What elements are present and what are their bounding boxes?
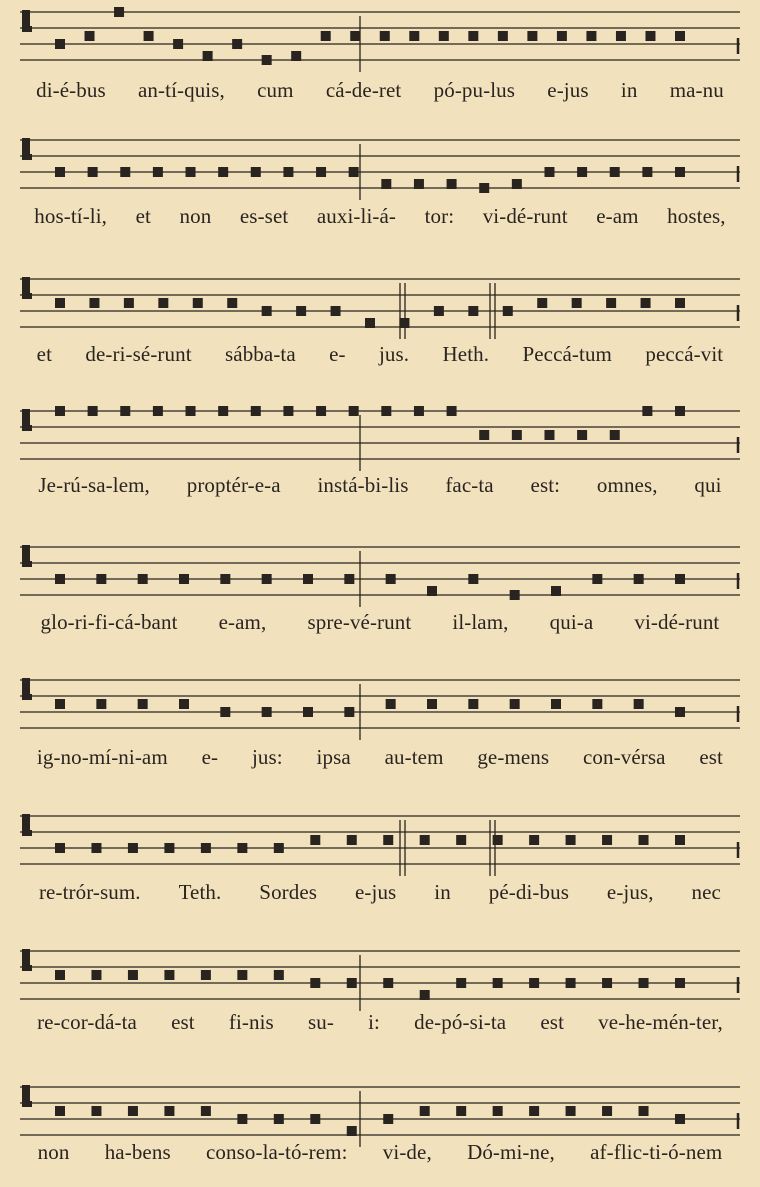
lyric-word: in	[434, 880, 451, 904]
lyric-word: auxi-li-á-	[316, 204, 396, 228]
lyric-word: vi-dé-runt	[634, 610, 720, 634]
neume-note	[55, 574, 65, 584]
lyric-word: an-tí-quis,	[138, 78, 225, 102]
neume-note	[349, 167, 359, 177]
neume-note	[493, 1106, 503, 1116]
clef-icon	[22, 830, 32, 836]
neume-note	[55, 843, 65, 853]
neume-note	[310, 978, 320, 988]
neume-note	[577, 430, 587, 440]
neume-note	[321, 31, 331, 41]
neume-note	[675, 835, 685, 845]
neume-note	[349, 406, 359, 416]
clef-icon	[22, 26, 32, 32]
lyric-line	[0, 610, 760, 635]
neume-note	[675, 978, 685, 988]
clef-icon	[22, 154, 32, 160]
neume-note	[164, 843, 174, 853]
neume-note	[153, 167, 163, 177]
lyric-word: fac-ta	[445, 473, 494, 497]
neume-note	[381, 179, 391, 189]
lyric-word: tor:	[424, 204, 455, 228]
neume-note	[381, 406, 391, 416]
lyric-word: es-set	[239, 204, 289, 228]
neume-note	[642, 406, 652, 416]
lyric-word: e-am,	[218, 610, 267, 634]
neume-note	[201, 1106, 211, 1116]
neume-note	[529, 835, 539, 845]
neume-note	[237, 970, 247, 980]
neume-note	[316, 406, 326, 416]
neume-note	[610, 167, 620, 177]
lyric-word: pé-di-bus	[488, 880, 569, 904]
neume-note	[283, 406, 293, 416]
neume-note	[414, 406, 424, 416]
neume-note	[347, 835, 357, 845]
lyric-word: e-	[329, 342, 346, 366]
neume-note	[420, 990, 430, 1000]
neume-note	[527, 31, 537, 41]
neume-note	[675, 298, 685, 308]
neume-note	[493, 978, 503, 988]
neume-note	[434, 306, 444, 316]
lyric-word: vi-dé-runt	[482, 204, 568, 228]
neume-note	[468, 306, 478, 316]
lyric-line	[0, 342, 760, 367]
neume-note	[144, 31, 154, 41]
neume-note	[642, 167, 652, 177]
clef-icon	[22, 965, 32, 971]
lyric-word: glo-ri-fi-cá-bant	[40, 610, 178, 634]
neume-note	[262, 574, 272, 584]
lyric-word: peccá-vit	[645, 342, 724, 366]
neume-note	[639, 835, 649, 845]
neume-note	[529, 1106, 539, 1116]
neume-note	[447, 406, 457, 416]
neume-note	[138, 574, 148, 584]
lyric-word: qui-a	[549, 610, 594, 634]
neume-note	[616, 31, 626, 41]
neume-note	[566, 835, 576, 845]
neume-note	[89, 298, 99, 308]
clef-icon	[22, 561, 32, 567]
neume-note	[572, 298, 582, 308]
lyric-word: in	[620, 78, 638, 102]
neume-note	[128, 1106, 138, 1116]
neume-note	[291, 51, 301, 61]
lyric-word: i:	[368, 1010, 380, 1034]
lyric-word: ma-nu	[669, 78, 724, 102]
lyric-word: proptér-e-a	[186, 473, 281, 497]
neume-note	[251, 167, 261, 177]
lyric-line	[0, 1140, 760, 1165]
neume-note	[283, 167, 293, 177]
neume-note	[91, 843, 101, 853]
neume-note	[262, 306, 272, 316]
neume-note	[220, 574, 230, 584]
neume-note	[456, 1106, 466, 1116]
neume-note	[274, 843, 284, 853]
neume-note	[479, 430, 489, 440]
neume-note	[158, 298, 168, 308]
neume-note	[544, 167, 554, 177]
neume-note	[602, 978, 612, 988]
neume-note	[586, 31, 596, 41]
lyric-word: de-pó-si-ta	[414, 1010, 507, 1034]
neume-note	[456, 835, 466, 845]
neume-note	[237, 1114, 247, 1124]
lyric-word: instá-bi-lis	[317, 473, 409, 497]
neume-note	[510, 590, 520, 600]
neume-note	[383, 1114, 393, 1124]
neume-note	[544, 430, 554, 440]
neume-note	[380, 31, 390, 41]
neume-note	[420, 1106, 430, 1116]
neume-note	[91, 1106, 101, 1116]
neume-note	[468, 31, 478, 41]
neume-note	[602, 1106, 612, 1116]
neume-note	[96, 699, 106, 709]
neume-note	[606, 298, 616, 308]
neume-note	[675, 1114, 685, 1124]
lyric-word: cá-de-ret	[325, 78, 402, 102]
neume-note	[577, 167, 587, 177]
neume-note	[468, 574, 478, 584]
neume-note	[512, 430, 522, 440]
lyric-line	[0, 78, 760, 103]
neume-note	[164, 1106, 174, 1116]
neume-note	[675, 31, 685, 41]
neume-note	[551, 699, 561, 709]
lyric-word: non	[179, 204, 212, 228]
lyric-word: conso-la-tó-rem:	[205, 1140, 348, 1164]
neume-note	[203, 51, 213, 61]
neume-note	[237, 843, 247, 853]
lyric-word: est	[699, 745, 723, 769]
lyric-word: ha-bens	[104, 1140, 171, 1164]
neume-note	[645, 31, 655, 41]
neume-note	[201, 970, 211, 980]
lyric-word: e-jus	[547, 78, 589, 102]
neume-note	[303, 574, 313, 584]
neume-note	[186, 406, 196, 416]
lyric-word: su-	[308, 1010, 334, 1034]
lyric-word: et	[36, 342, 53, 366]
neume-note	[55, 699, 65, 709]
lyric-word: spre-vé-runt	[307, 610, 412, 634]
neume-note	[55, 167, 65, 177]
neume-note	[91, 970, 101, 980]
neume-note	[510, 699, 520, 709]
lyric-word: cum	[257, 78, 294, 102]
neume-note	[220, 707, 230, 717]
neume-note	[634, 699, 644, 709]
lyric-word: af-flic-ti-ó-nem	[590, 1140, 723, 1164]
clef-icon	[22, 293, 32, 299]
lyric-word: Je-rú-sa-lem,	[38, 473, 150, 497]
neume-note	[675, 574, 685, 584]
neume-note	[427, 699, 437, 709]
neume-note	[193, 298, 203, 308]
neume-note	[493, 835, 503, 845]
neume-note	[303, 707, 313, 717]
neume-note	[634, 574, 644, 584]
neume-note	[639, 978, 649, 988]
neume-note	[96, 574, 106, 584]
neume-note	[639, 1106, 649, 1116]
lyric-word: omnes,	[596, 473, 658, 497]
lyric-word: qui	[694, 473, 722, 497]
lyric-line	[0, 880, 760, 905]
neume-note	[262, 707, 272, 717]
neume-note	[503, 306, 513, 316]
neume-note	[88, 406, 98, 416]
lyric-word: ge-mens	[477, 745, 550, 769]
neume-note	[447, 179, 457, 189]
lyric-word: pó-pu-lus	[433, 78, 516, 102]
lyric-word: non	[37, 1140, 70, 1164]
neume-note	[675, 406, 685, 416]
neume-note	[468, 699, 478, 709]
neume-note	[55, 970, 65, 980]
neume-note	[114, 7, 124, 17]
neume-note	[498, 31, 508, 41]
clef-icon	[22, 694, 32, 700]
neume-note	[479, 183, 489, 193]
lyric-word: e-jus	[355, 880, 397, 904]
lyric-word: fi-nis	[228, 1010, 274, 1034]
lyric-word: e-	[201, 745, 219, 769]
lyric-word: e-am	[596, 204, 639, 228]
lyric-line	[0, 1010, 760, 1035]
neume-note	[566, 978, 576, 988]
neume-note	[344, 707, 354, 717]
lyric-word: jus:	[251, 745, 283, 769]
neume-note	[218, 406, 228, 416]
neume-note	[551, 586, 561, 596]
neume-note	[456, 978, 466, 988]
neume-note	[610, 430, 620, 440]
neume-note	[128, 843, 138, 853]
lyric-word: Dó-mi-ne,	[467, 1140, 555, 1164]
neume-note	[331, 306, 341, 316]
neume-note	[310, 835, 320, 845]
lyric-word: il-lam,	[452, 610, 509, 634]
lyric-word: jus.	[379, 342, 410, 366]
lyric-word: di-é-bus	[36, 78, 106, 102]
neume-note	[512, 179, 522, 189]
neume-note	[88, 167, 98, 177]
neume-note	[347, 978, 357, 988]
neume-note	[439, 31, 449, 41]
lyric-word: re-cor-dá-ta	[37, 1010, 137, 1034]
neume-note	[420, 835, 430, 845]
neume-note	[409, 31, 419, 41]
clef-icon	[22, 1101, 32, 1107]
lyric-word: Heth.	[442, 342, 490, 366]
lyric-word: au-tem	[384, 745, 444, 769]
neume-note	[164, 970, 174, 980]
lyric-word: Peccá-tum	[522, 342, 612, 366]
lyric-word: ve-he-mén-ter,	[598, 1010, 723, 1034]
lyric-word: ig-no-mí-ni-am	[36, 745, 168, 769]
neume-note	[350, 31, 360, 41]
neume-note	[186, 167, 196, 177]
neume-note	[262, 55, 272, 65]
lyric-word: est	[171, 1010, 195, 1034]
lyric-line	[0, 745, 760, 770]
neume-note	[427, 586, 437, 596]
neume-note	[529, 978, 539, 988]
lyric-line	[0, 204, 760, 229]
neume-note	[602, 835, 612, 845]
lyric-word: ipsa	[316, 745, 351, 769]
neume-note	[179, 699, 189, 709]
lyric-word: hostes,	[667, 204, 726, 228]
neume-note	[641, 298, 651, 308]
neume-note	[537, 298, 547, 308]
neume-note	[153, 406, 163, 416]
neume-note	[85, 31, 95, 41]
lyric-word: Sordes	[259, 880, 318, 904]
neume-note	[55, 39, 65, 49]
neume-note	[218, 167, 228, 177]
neume-note	[347, 1126, 357, 1136]
neume-note	[316, 167, 326, 177]
neume-note	[274, 1114, 284, 1124]
lyric-word: de-ri-sé-runt	[85, 342, 192, 366]
neume-note	[274, 970, 284, 980]
lyric-word: est:	[530, 473, 561, 497]
neume-note	[55, 298, 65, 308]
neume-note	[120, 406, 130, 416]
neume-note	[124, 298, 134, 308]
neume-note	[592, 574, 602, 584]
lyric-line	[0, 473, 760, 498]
neume-note	[227, 298, 237, 308]
neume-note	[414, 179, 424, 189]
neume-note	[251, 406, 261, 416]
lyric-word: nec	[691, 880, 721, 904]
neume-note	[55, 1106, 65, 1116]
lyric-word: re-trór-sum.	[38, 880, 141, 904]
neume-note	[675, 707, 685, 717]
neume-note	[232, 39, 242, 49]
neume-note	[296, 306, 306, 316]
lyric-word: est	[540, 1010, 565, 1034]
neume-note	[566, 1106, 576, 1116]
lyric-word: Teth.	[178, 880, 222, 904]
neume-note	[179, 574, 189, 584]
lyric-word: e-jus,	[606, 880, 654, 904]
lyric-word: hos-tí-li,	[34, 204, 108, 228]
neume-note	[128, 970, 138, 980]
neume-note	[120, 167, 130, 177]
lyric-word: con-vérsa	[583, 745, 666, 769]
neume-note	[675, 167, 685, 177]
clef-icon	[22, 425, 32, 431]
neume-note	[386, 574, 396, 584]
neume-note	[383, 835, 393, 845]
neume-note	[344, 574, 354, 584]
neume-note	[201, 843, 211, 853]
lyric-word: vi-de,	[382, 1140, 432, 1164]
neume-note	[592, 699, 602, 709]
neume-note	[365, 318, 375, 328]
neume-note	[310, 1114, 320, 1124]
neume-note	[173, 39, 183, 49]
neume-note	[55, 406, 65, 416]
neume-note	[383, 978, 393, 988]
lyric-word: et	[135, 204, 151, 228]
lyric-word: sábba-ta	[225, 342, 296, 366]
neume-note	[557, 31, 567, 41]
neume-note	[138, 699, 148, 709]
neume-note	[386, 699, 396, 709]
